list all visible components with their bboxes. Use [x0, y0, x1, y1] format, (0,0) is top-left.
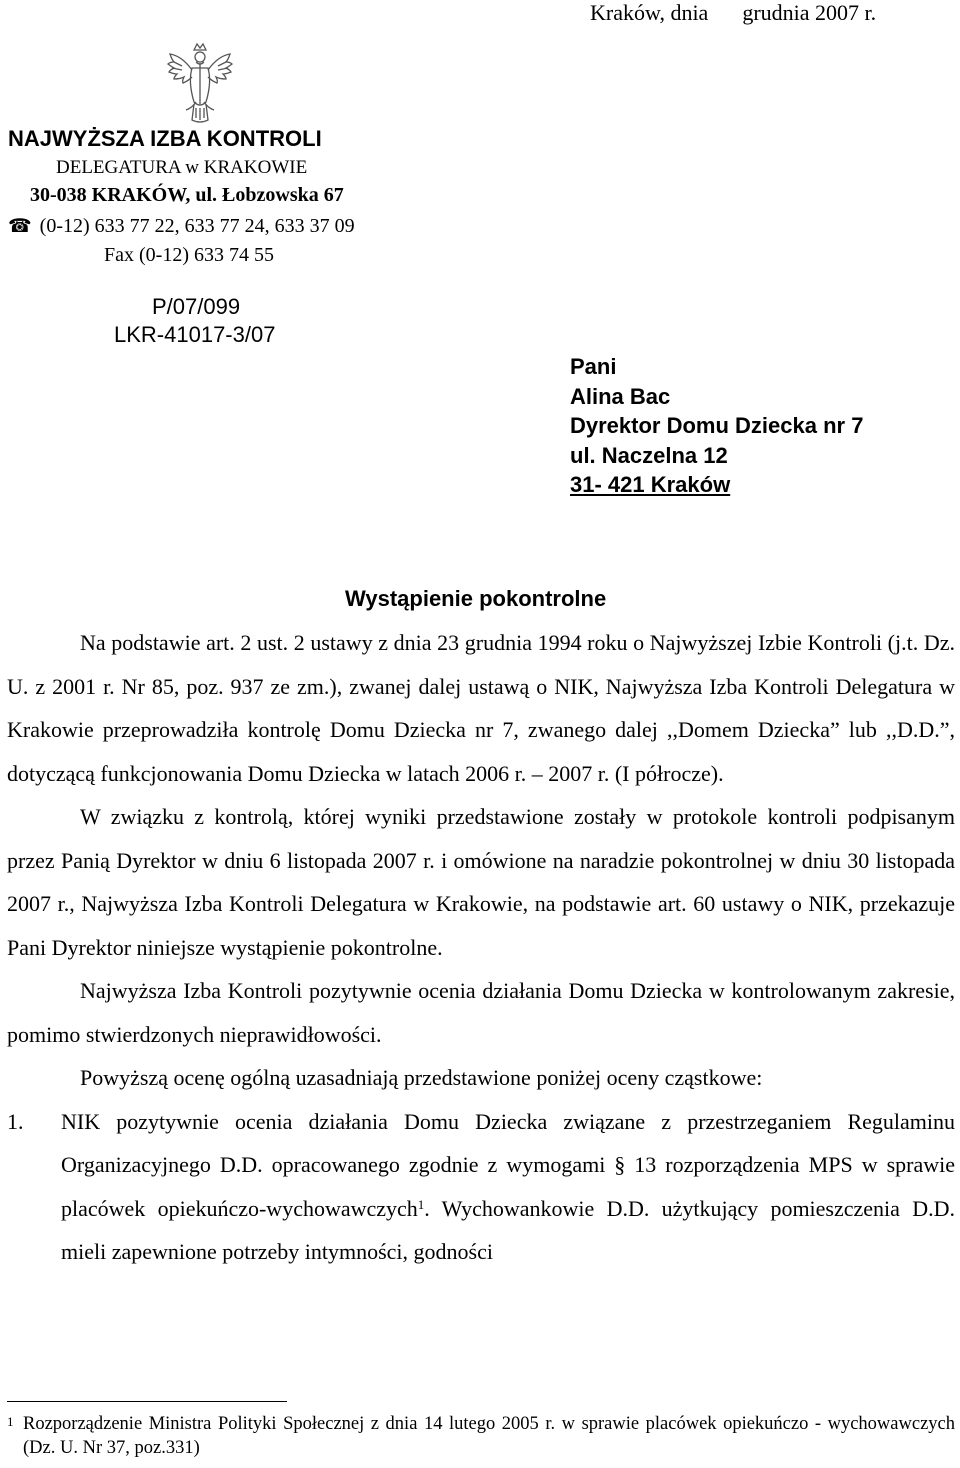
recipient-position: Dyrektor Domu Dziecka nr 7 — [570, 413, 864, 438]
document-title: Wystąpienie pokontrolne — [345, 586, 607, 611]
institution-name: NAJWYŻSZA IZBA KONTROLI — [8, 126, 322, 151]
body-paragraph-1: Na podstawie art. 2 ust. 2 ustawy z dnia 23 grudnia 1994 roku o Najwyższej Izbie Kontroli (j.t. Dz. U. z 2001 r. Nr 85, poz. 937 ze zm.), zwanej dalej ustawą o NIK, Najwyższa Izba Kontroli Delegatura w Krakowie przeprowadziła kontrolę Domu Dziecka nr 7, zwanego dalej ,,Domem Dziecka” lub ,,D.D.”, dotyczącą funkcjonowania Domu Dziecka w latach 2006 r. – 2007 r. (I półrocze). — [7, 630, 955, 786]
institution-address: 30-038 KRAKÓW, ul. Łobzowska 67 — [30, 184, 344, 206]
document-body — [7, 621, 955, 1274]
recipient-city: 31- 421 Kraków — [570, 472, 731, 497]
list-item-text-after-ref: . Wychowankowie D.D. użytkujący pomieszczenia D.D. mieli zapewnione potrzeby intymności, godności — [61, 1195, 955, 1264]
footnote — [7, 1412, 955, 1460]
place-date-left: Kraków, dnia — [590, 0, 709, 25]
footnote-reference-mark: 1 — [417, 1196, 425, 1212]
list-item-1 — [7, 1100, 955, 1274]
recipient-block — [570, 352, 863, 500]
list-item-text-before-ref: NIK pozytywnie ocenia działania Domu Dziecka związane z przestrzeganiem Regulaminu Organizacyjnego D.D. opracowanego zgodnie z wymogami § 13 rozporządzenia MPS w sprawie placówek opiekuńczo-wychowawczych — [61, 1108, 955, 1221]
institution-fax: Fax (0-12) 633 74 55 — [104, 244, 274, 266]
recipient-salutation: Pani — [570, 354, 617, 379]
institution-phones-line — [8, 215, 355, 238]
footnote-mark: 1 — [7, 1414, 14, 1429]
recipient-name: Alina Bac — [570, 383, 671, 409]
place-and-date — [590, 0, 876, 26]
footnote-text: Rozporządzenie Ministra Polityki Społecznej z dnia 14 lutego 2005 r. w sprawie placówek opiekuńczo - wychowawczych (Dz. U. Nr 37, poz.331) — [23, 1414, 955, 1458]
place-date-right: grudnia 2007 r. — [742, 0, 877, 25]
recipient-street: ul. Naczelna 12 — [570, 442, 728, 468]
polish-eagle-emblem-icon — [160, 40, 240, 128]
institution-department: DELEGATURA w KRAKOWIE — [56, 157, 308, 178]
footnote-separator — [7, 1401, 287, 1402]
telephone-icon: ☎ — [8, 215, 32, 237]
reference-number-2: LKR-41017-3/07 — [114, 322, 276, 347]
eagle-svg — [160, 40, 240, 128]
body-paragraph-4: Powyższą ocenę ogólną uzasadniają przedstawione poniżej oceny cząstkowe: — [80, 1065, 763, 1090]
institution-phones: (0-12) 633 77 22, 633 77 24, 633 37 09 — [39, 215, 355, 237]
body-paragraph-2: W związku z kontrolą, której wyniki przedstawione zostały w protokole kontroli podpisanym przez Panią Dyrektor w dniu 6 listopada 2007 r. i omówione na naradzie pokontrolnej w dniu 30 listopada 2007 r., Najwyższa Izba Kontroli Delegatura w Krakowie, na podstawie art. 60 ustawy o NIK, przekazuje Pani Dyrektor niniejsze wystąpienie pokontrolne. — [7, 804, 955, 960]
list-item-number: 1. — [7, 1108, 24, 1134]
reference-number-1: P/07/099 — [152, 294, 241, 319]
body-paragraph-3: Najwyższa Izba Kontroli pozytywnie ocenia działania Domu Dziecka w kontrolowanym zakresie, pomimo stwierdzonych nieprawidłowości. — [7, 978, 955, 1047]
